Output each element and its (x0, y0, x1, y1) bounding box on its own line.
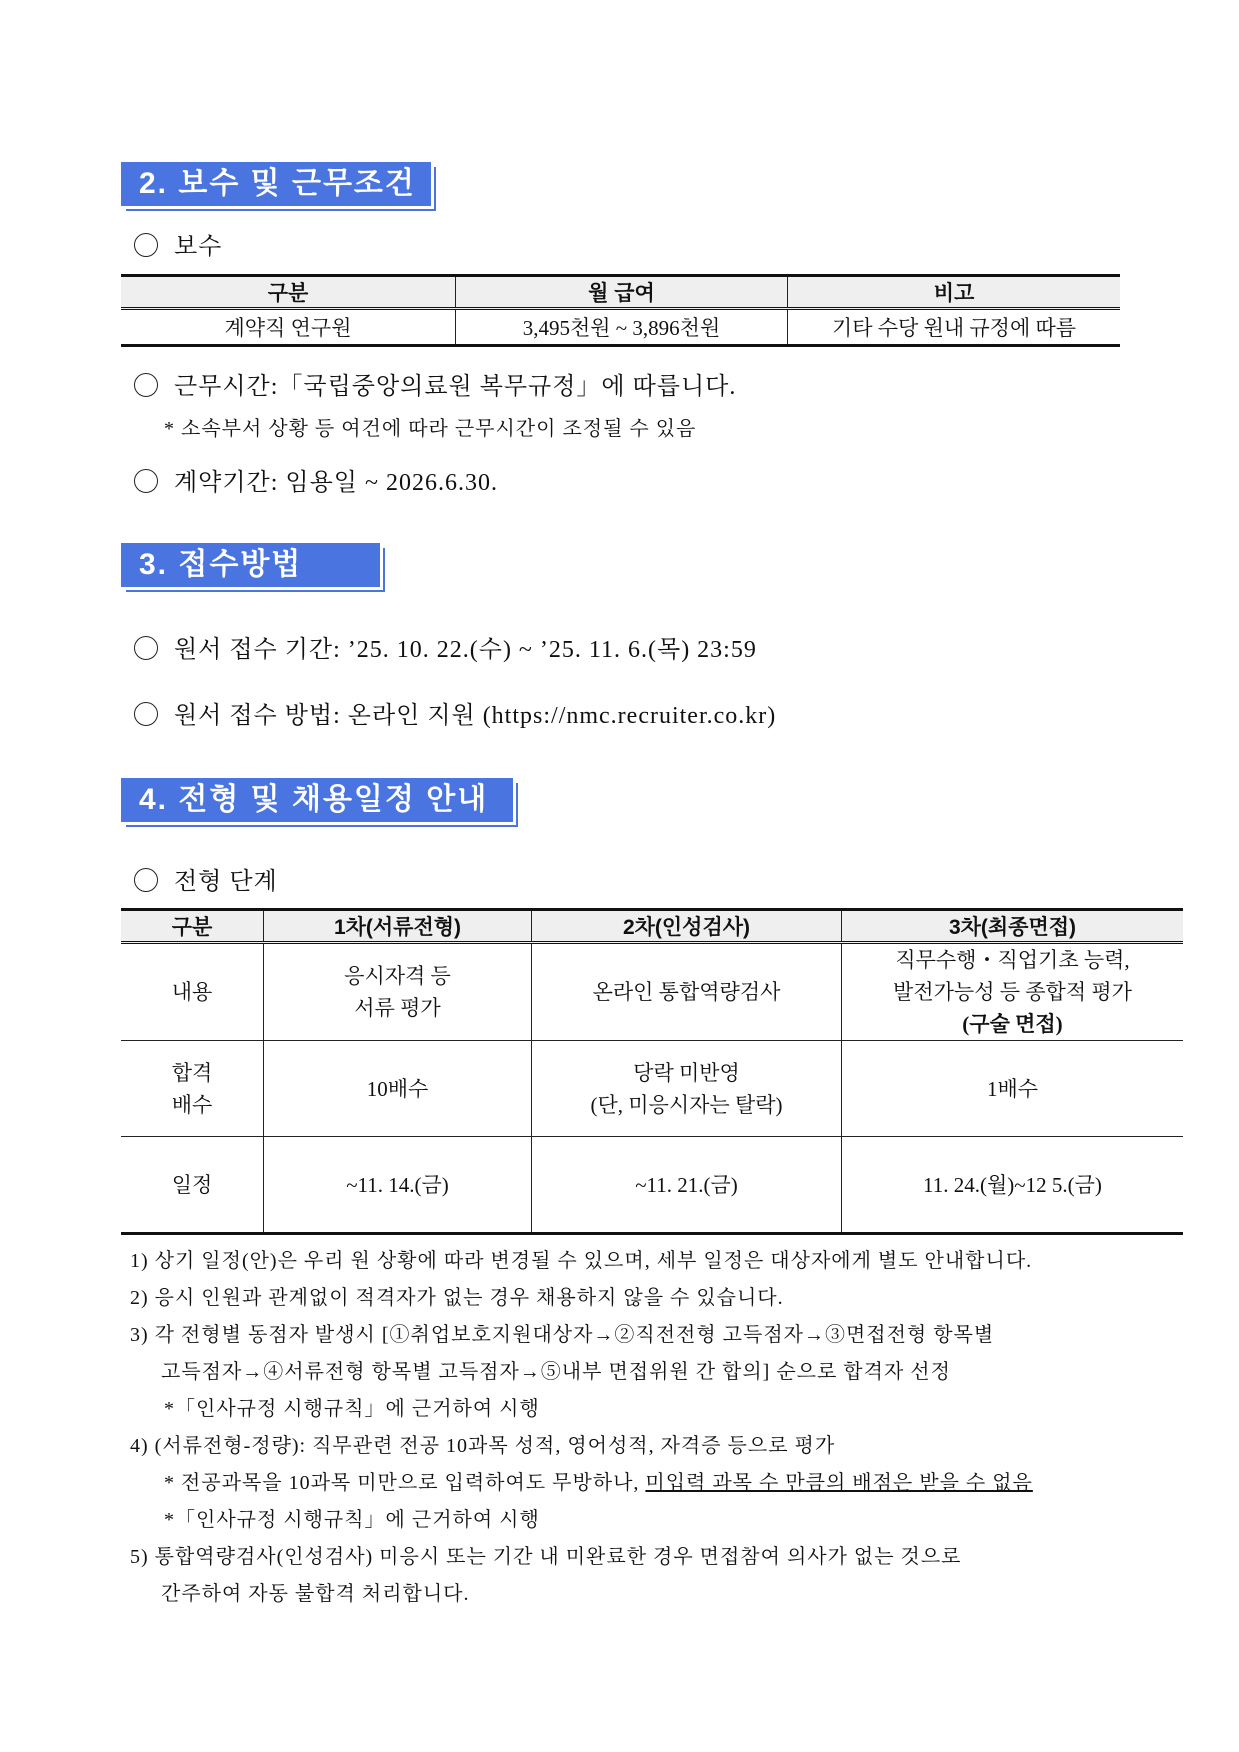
application-method-item (134, 695, 776, 730)
table-cell (532, 1041, 842, 1137)
section-4-header: 4. 전형 및 채용일정 안내 (121, 778, 513, 822)
note-4-underlined: 미입력 과목 수 만큼의 배점은 받을 수 없음 (645, 1472, 1033, 1494)
note-2: 2) 응시 인원과 관계없이 적격자가 없는 경우 채용하지 않을 수 있습니다. (130, 1287, 784, 1309)
table-cell (264, 943, 532, 1041)
note-5-cont: 간주하여 자동 불합격 처리합니다. (161, 1583, 470, 1605)
table-row (121, 1041, 1183, 1137)
work-hours-note: * 소속부서 상황 등 여건에 따라 근무시간이 조정될 수 있음 (164, 418, 697, 440)
section-3-header: 3. 접수방법 (121, 543, 380, 587)
pay-label: 보수 (174, 234, 223, 260)
table-cell: 11. 24.(월)~12 5.(금) (842, 1137, 1184, 1234)
table-cell: ~11. 14.(금) (264, 1137, 532, 1234)
table-cell (842, 943, 1184, 1041)
cell-line: 응시자격 등 (344, 964, 451, 988)
note-1: 1) 상기 일정(안)은 우리 원 상황에 따라 변경될 수 있으며, 세부 일정은 대상자에게 별도 안내합니다. (130, 1250, 1033, 1272)
circle-bullet-icon (134, 233, 158, 257)
header-cell: 2차(인성검사) (532, 910, 842, 943)
note-4: 4) (서류전형-정량): 직무관련 전공 10과목 성적, 영어성적, 자격증 등으로 평가 (130, 1435, 836, 1457)
note-3: 3) 각 전형별 동점자 발생시 [①취업보호지원대상자→②직전전형 고득점자→③면접전형 항목별 (130, 1324, 995, 1346)
table-cell: 3,495천원 ~ 3,896천원 (456, 309, 788, 346)
cell-line: (단, 미응시자는 탈락) (590, 1092, 783, 1117)
table-cell: 1배수 (842, 1041, 1184, 1137)
cell-line: 직무수행・직업기초 능력, (895, 948, 1130, 972)
stage-item (134, 861, 278, 896)
cell-line: 합격 (171, 1060, 213, 1085)
cell-line: 배수 (171, 1092, 213, 1117)
header-cell: 3차(최종면접) (842, 910, 1184, 943)
contract-period-item (134, 462, 498, 497)
application-period-text: 원서 접수 기간: ’25. 10. 22.(수) ~ ’25. 11. 6.(목) 23:59 (174, 637, 757, 663)
cell-line: 서류 평가 (354, 996, 441, 1020)
cell-line: (구술 면접) (962, 1012, 1063, 1036)
note-4-sub2: *「인사규정 시행규칙」에 근거하여 시행 (164, 1509, 540, 1531)
row-label (121, 1041, 264, 1137)
cell-line: 발전가능성 등 종합적 평가 (893, 980, 1132, 1004)
note-3-cont: 고득점자→④서류전형 항목별 고득점자→⑤내부 면접위원 간 합의] 순으로 합격자 선정 (161, 1361, 951, 1383)
row-label: 일정 (171, 1172, 213, 1197)
note-4-sub-text: * 전공과목을 10과목 미만으로 입력하여도 무방하나, (164, 1472, 640, 1494)
table-cell: 기타 수당 원내 규정에 따름 (788, 309, 1121, 346)
header-cell: 비고 (788, 276, 1121, 309)
circle-bullet-icon (134, 868, 158, 892)
circle-bullet-icon (134, 702, 158, 726)
table-cell: 계약직 연구원 (224, 316, 352, 340)
pay-table (121, 274, 1120, 347)
circle-bullet-icon (134, 469, 158, 493)
table-cell: 온라인 통합역량검사 (532, 943, 842, 1041)
table-row (121, 1137, 1183, 1234)
note-5: 5) 통합역량검사(인성검사) 미응시 또는 기간 내 미완료한 경우 면접참여 의사가 없는 것으로 (130, 1546, 962, 1568)
section-2-header: 2. 보수 및 근무조건 (121, 162, 431, 206)
note-4-sub (164, 1466, 1033, 1495)
application-method-text: 원서 접수 방법: 온라인 지원 (https://nmc.recruiter.co.kr) (174, 703, 777, 729)
header-cell: 1차(서류전형) (264, 910, 532, 943)
work-hours-item (134, 366, 736, 401)
header-cell: 월 급여 (456, 276, 788, 309)
table-cell: ~11. 21.(금) (532, 1137, 842, 1234)
cell-line: 당락 미반영 (633, 1060, 740, 1085)
table-row (121, 943, 1183, 1041)
schedule-table (121, 908, 1183, 1235)
row-label: 내용 (121, 943, 264, 1041)
pay-item (134, 226, 222, 261)
circle-bullet-icon (134, 636, 158, 660)
work-hours-text: 근무시간:「국립중앙의료원 복무규정」에 따릅니다. (174, 374, 737, 400)
table-cell: 10배수 (264, 1041, 532, 1137)
note-3-sub: *「인사규정 시행규칙」에 근거하여 시행 (164, 1398, 540, 1420)
header-cell: 구분 (121, 910, 264, 943)
circle-bullet-icon (134, 373, 158, 397)
stage-label: 전형 단계 (174, 869, 278, 895)
contract-period-text: 계약기간: 임용일 ~ 2026.6.30. (174, 470, 498, 496)
application-period-item (134, 629, 757, 664)
header-cell: 구분 (121, 276, 456, 309)
